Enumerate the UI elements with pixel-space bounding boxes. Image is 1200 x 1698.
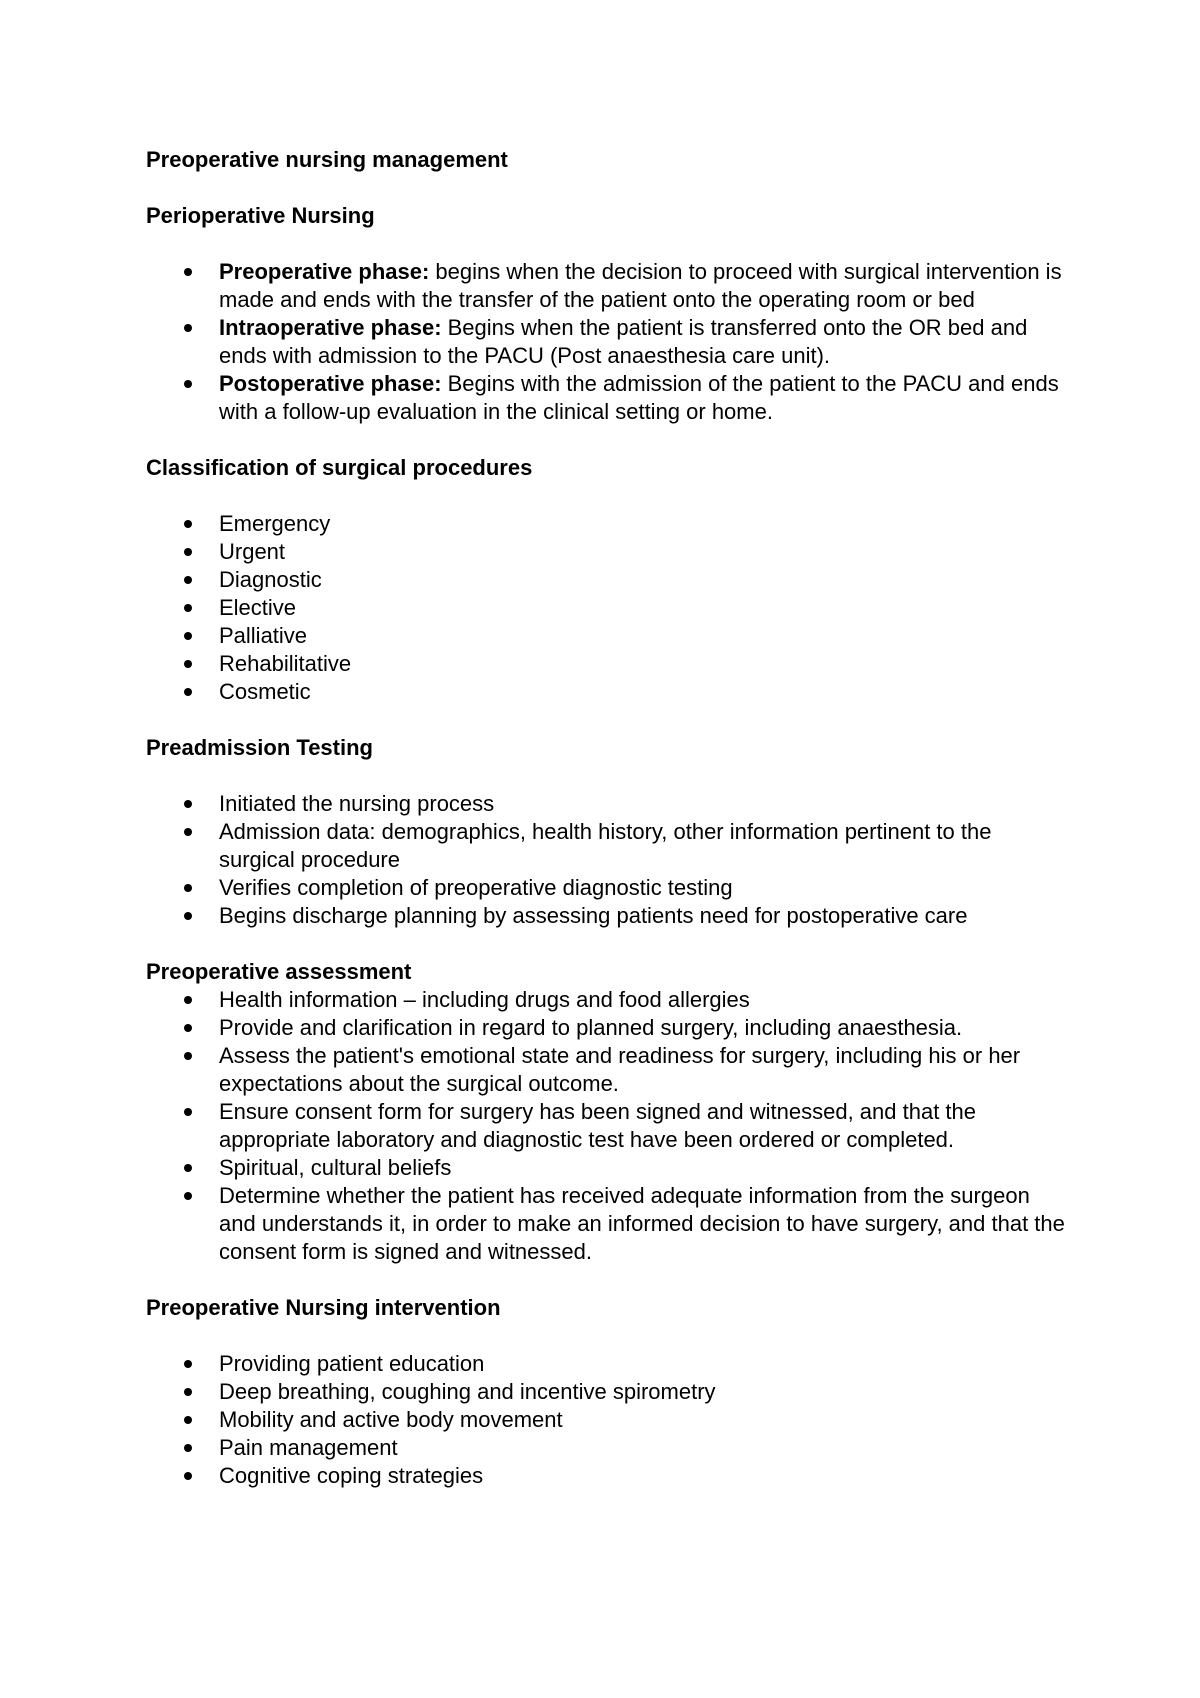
term-preoperative-phase: Preoperative phase:: [219, 259, 430, 284]
list-item: Cognitive coping strategies: [146, 1462, 1066, 1490]
preadmission-list: [146, 790, 1066, 930]
text-intraoperative-phase: Begins when the patient is transferred onto the OR bed and ends with admission to the PACU (Post anaesthesia care unit).: [219, 315, 1028, 368]
list-item: Mobility and active body movement: [146, 1406, 1066, 1434]
list-item: Ensure consent form for surgery has been signed and witnessed, and that the appropriate laboratory and diagnostic test have been ordered or completed.: [146, 1098, 1066, 1154]
list-item: Diagnostic: [146, 566, 1066, 594]
list-item: Provide and clarification in regard to planned surgery, including anaesthesia.: [146, 1014, 1066, 1042]
list-item-intraoperative-phase: [146, 314, 1066, 370]
document-content: [146, 146, 1066, 1490]
list-item: Begins discharge planning by assessing patients need for postoperative care: [146, 902, 1066, 930]
section-heading-assessment: Preoperative assessment: [146, 959, 412, 984]
list-item-preoperative-phase: [146, 258, 1066, 314]
list-item: Assess the patient's emotional state and readiness for surgery, including his or her expectations about the surgical outcome.: [146, 1042, 1066, 1098]
list-item-postoperative-phase: [146, 370, 1066, 426]
list-item: Verifies completion of preoperative diagnostic testing: [146, 874, 1066, 902]
list-item: Emergency: [146, 510, 1066, 538]
list-item: Cosmetic: [146, 678, 1066, 706]
section-heading-classification: Classification of surgical procedures: [146, 455, 533, 480]
list-item: Urgent: [146, 538, 1066, 566]
list-item: Admission data: demographics, health history, other information pertinent to the surgical procedure: [146, 818, 1066, 874]
list-item: Health information – including drugs and food allergies: [146, 986, 1066, 1014]
perioperative-phase-list: [146, 258, 1066, 426]
section-heading-perioperative: Perioperative Nursing: [146, 203, 375, 228]
list-item: Determine whether the patient has received adequate information from the surgeon and understands it, in order to make an informed decision to have surgery, and that the consent form is signed and witnessed.: [146, 1182, 1066, 1266]
section-heading-preadmission: Preadmission Testing: [146, 735, 373, 760]
list-item: Providing patient education: [146, 1350, 1066, 1378]
term-postoperative-phase: Postoperative phase:: [219, 371, 442, 396]
list-item: Elective: [146, 594, 1066, 622]
assessment-list: [146, 986, 1066, 1266]
classification-list: [146, 510, 1066, 706]
section-heading-intervention: Preoperative Nursing intervention: [146, 1295, 501, 1320]
document-title: Preoperative nursing management: [146, 147, 508, 172]
text-preoperative-phase: begins when the decision to proceed with surgical intervention is made and ends with the transfer of the patient onto the operating room or bed: [219, 259, 1062, 312]
list-item: Initiated the nursing process: [146, 790, 1066, 818]
list-item: Deep breathing, coughing and incentive spirometry: [146, 1378, 1066, 1406]
list-item: Rehabilitative: [146, 650, 1066, 678]
text-postoperative-phase: Begins with the admission of the patient to the PACU and ends with a follow-up evaluation in the clinical setting or home.: [219, 371, 1059, 424]
list-item: Palliative: [146, 622, 1066, 650]
list-item: Spiritual, cultural beliefs: [146, 1154, 1066, 1182]
intervention-list: [146, 1350, 1066, 1490]
term-intraoperative-phase: Intraoperative phase:: [219, 315, 442, 340]
list-item: Pain management: [146, 1434, 1066, 1462]
